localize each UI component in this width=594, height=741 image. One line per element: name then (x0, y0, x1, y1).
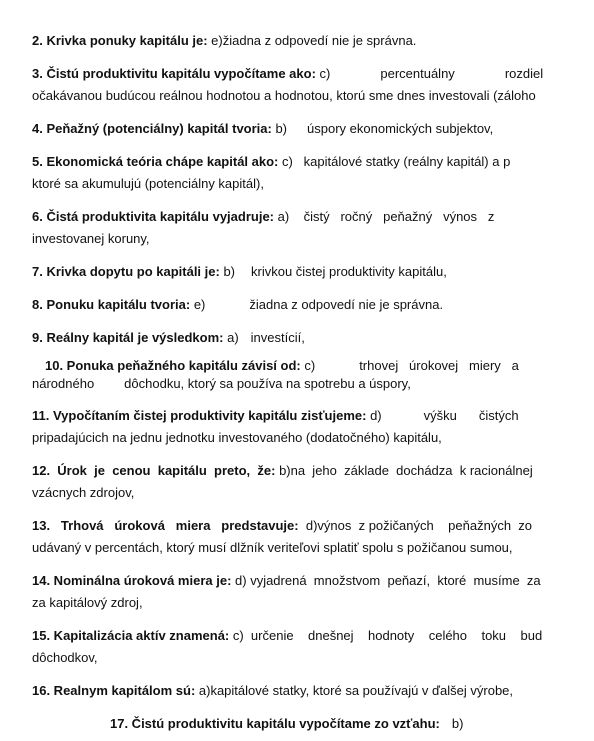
question-16 (32, 683, 513, 699)
answer-text: a) čistý ročný peňažný výnos z (274, 209, 495, 224)
question-10 (45, 358, 519, 374)
question-text: 7. Krivka dopytu po kapitáli je: (32, 264, 220, 279)
answer-continuation: ktoré sa akumulujú (potenciálny kapitál), (32, 176, 264, 191)
question-text: 13. Trhová úroková miera predstavuje: (32, 518, 299, 533)
answer-letter: d) (366, 408, 382, 423)
answer-letter: a) (223, 330, 239, 345)
answer-continuation: národného (32, 376, 95, 391)
question-17 (110, 716, 463, 732)
answer-text: a)kapitálové statky, ktoré sa používajú v ďalšej výrobe, (195, 683, 514, 698)
question-15-continuation (32, 650, 98, 666)
question-14 (32, 573, 541, 589)
answer-text: c) kapitálové statky (reálny kapitál) a p (278, 154, 511, 169)
question-text: 5. Ekonomická teória chápe kapitál ako: (32, 154, 279, 169)
question-3-continuation (32, 88, 536, 104)
answer-continuation: za kapitálový zdroj, (32, 595, 143, 610)
question-11-continuation (32, 430, 442, 446)
question-12-continuation (32, 485, 134, 501)
answer-letter: b) (271, 121, 288, 136)
answer-continuation: udávaný v percentách, ktorý musí dlžník veriteľovi splatiť spolu s požičanou sumou, (32, 540, 513, 555)
question-text: 10. Ponuka peňažného kapitálu závisí od: (45, 358, 301, 373)
answer-letter: c) (300, 358, 316, 373)
question-11 (32, 408, 519, 424)
question-text: 2. Krivka ponuky kapitálu je: (32, 33, 208, 48)
answer-text: výšku (423, 408, 457, 423)
question-text: 11. Vypočítaním čistej produktivity kapitálu zisťujeme: (32, 408, 367, 423)
question-4 (32, 121, 493, 137)
question-15 (32, 628, 542, 644)
answer-text: úspory ekonomických subjektov, (307, 121, 494, 136)
answer-text: trhovej úrokovej miery a (359, 358, 519, 373)
question-13 (32, 518, 532, 534)
answer-letter: c) (315, 66, 331, 81)
question-13-continuation (32, 540, 513, 556)
question-3 (32, 66, 543, 82)
answer-continuation: dôchodku, ktorý sa používa na spotrebu a úspory, (124, 376, 411, 391)
question-text: 14. Nominálna úroková miera je: (32, 573, 232, 588)
question-text: 6. Čistá produktivita kapitálu vyjadruje: (32, 209, 275, 224)
question-6 (32, 209, 494, 225)
answer-letter: b) (219, 264, 235, 279)
answer-text: b)na jeho základe dochádza k racionálnej (275, 463, 533, 478)
question-text: 3. Čistú produktivitu kapitálu vypočítame ako: (32, 66, 316, 81)
answer-text: d) vyjadrená množstvom peňazí, ktoré musíme za (231, 573, 541, 588)
answer-text: čistých (478, 408, 519, 423)
question-9 (32, 330, 305, 346)
question-6-continuation (32, 231, 150, 247)
question-5-continuation (32, 176, 264, 192)
question-text: 8. Ponuku kapitálu tvoria: (32, 297, 191, 312)
answer-text: c) určenie dnešnej hodnoty celého toku bud (229, 628, 543, 643)
question-12 (32, 463, 533, 479)
answer-text: e)žiadna z odpovedí nie je správna. (207, 33, 417, 48)
answer-continuation: investovanej koruny, (32, 231, 150, 246)
answer-letter: e) (190, 297, 206, 312)
answer-text: investícií, (250, 330, 305, 345)
answer-text: rozdiel (504, 66, 544, 81)
answer-continuation: očakávanou budúcou reálnou hodnotou a hodnotou, ktorú sme dnes investovali (záloho (32, 88, 536, 103)
answer-text: percentuálny (380, 66, 455, 81)
question-5 (32, 154, 510, 170)
question-14-continuation (32, 595, 143, 611)
answer-text: krivkou čistej produktivity kapitálu, (251, 264, 447, 279)
question-text: 4. Peňažný (potenciálny) kapitál tvoria: (32, 121, 272, 136)
question-7 (32, 264, 447, 280)
question-text: 15. Kapitalizácia aktív znamená: (32, 628, 230, 643)
question-2 (32, 33, 416, 49)
question-text: 17. Čistú produktivitu kapitálu vypočítame zo vzťahu: (110, 716, 440, 731)
answer-continuation: pripadajúcich na jednu jednotku investovaného (dodatočného) kapitálu, (32, 430, 442, 445)
question-10-continuation (32, 376, 411, 392)
answer-continuation: dôchodkov, (32, 650, 98, 665)
question-8 (32, 297, 443, 313)
question-text: 12. Úrok je cenou kapitálu preto, že: (32, 463, 276, 478)
answer-text: d)výnos z požičaných peňažných zo (298, 518, 533, 533)
question-text: 9. Reálny kapitál je výsledkom: (32, 330, 224, 345)
answer-letter: b) (451, 716, 464, 731)
question-text: 16. Realnym kapitálom sú: (32, 683, 196, 698)
answer-text: žiadna z odpovedí nie je správna. (249, 297, 444, 312)
answer-continuation: vzácnych zdrojov, (32, 485, 135, 500)
